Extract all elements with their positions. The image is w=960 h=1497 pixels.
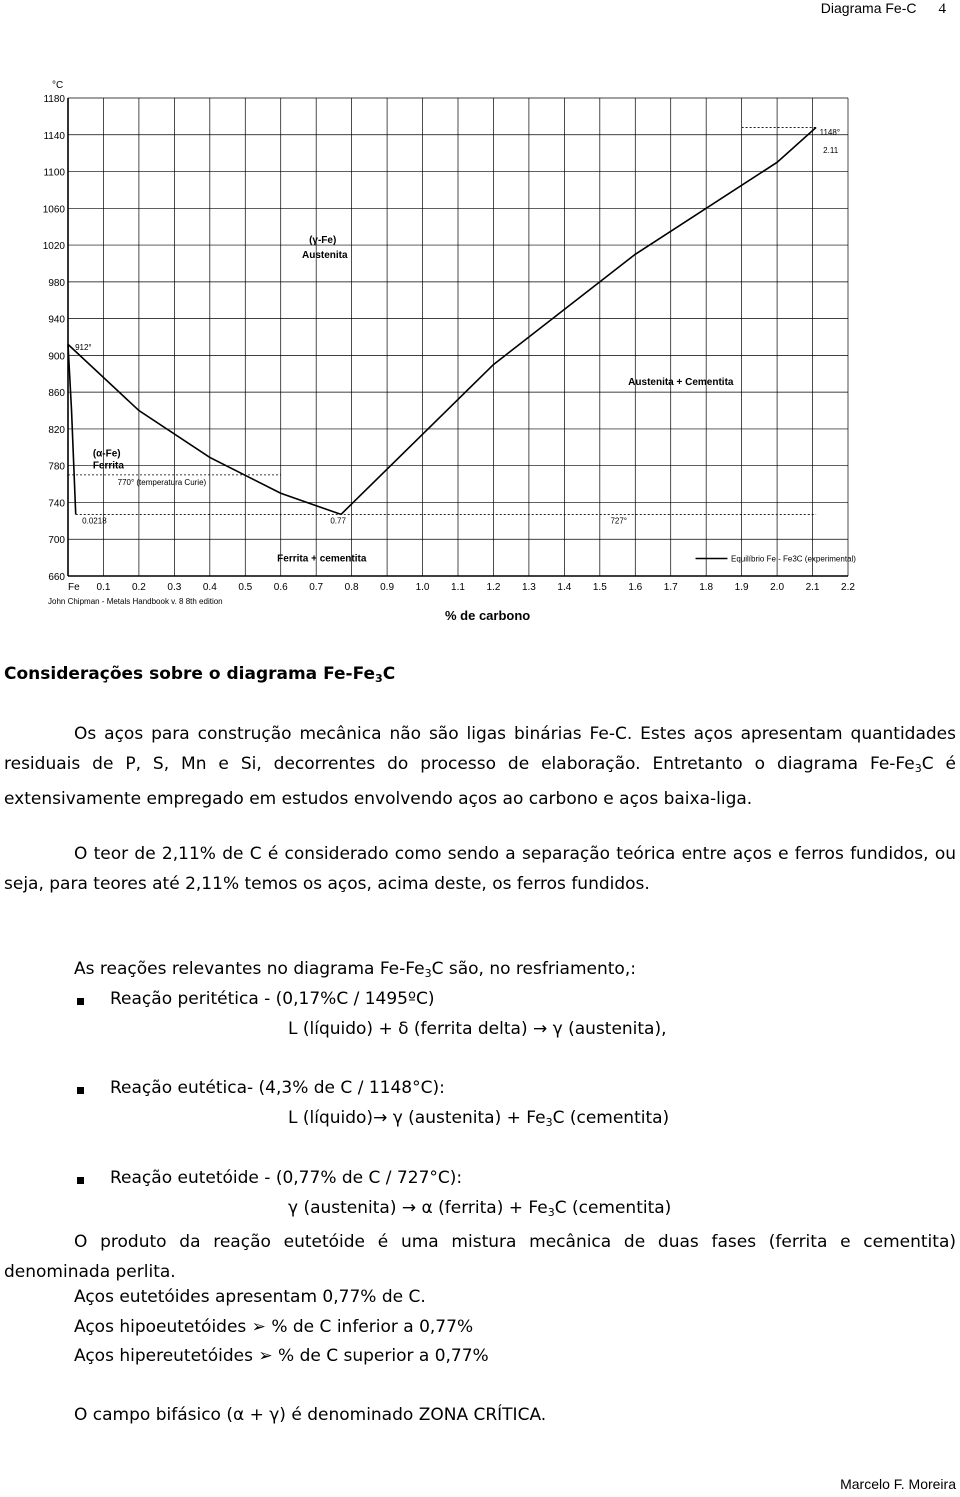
- p1-text: Os aços para construção mecânica não são ligas binárias Fe-C. Estes aços apresentam quantidades residuais de P, S, Mn e Si, decorrentes do processo de elaboração. Entretanto o diagrama Fe-Fe: [4, 724, 956, 774]
- x-tick-label: 1.6: [628, 582, 643, 593]
- header-title: Diagrama Fe-C: [820, 0, 917, 16]
- reaction-eutectic-equation: [288, 1108, 669, 1129]
- y-tick-label: 780: [48, 461, 65, 473]
- page-number: 4: [938, 1, 946, 17]
- annotation-ferr_cem: Ferrita + cementita: [277, 553, 367, 565]
- annotation-ferrita_a: (α-Fe): [92, 448, 121, 460]
- x-tick-label: 2.0: [770, 582, 785, 593]
- annotation-p077: 0.77: [330, 516, 346, 526]
- chart-grid: [68, 98, 848, 576]
- x-tick-label: 1.9: [734, 582, 749, 593]
- y-axis-unit: °C: [52, 80, 64, 91]
- y-tick-label: 940: [48, 314, 65, 326]
- annotation-curie: 770° (temperatura Curie): [117, 477, 207, 487]
- x-tick-label: 0.5: [238, 582, 253, 593]
- annotation-p211: 2.11: [823, 146, 839, 156]
- annotation-p0218: 0.0218: [82, 516, 107, 526]
- bullet-icon: [77, 1087, 84, 1094]
- x-tick-label: 1.0: [415, 582, 430, 593]
- chart-annotations: [48, 128, 856, 606]
- y-tick-label: 700: [48, 535, 65, 547]
- p3-text-end: C são, no resfriamento,:: [431, 959, 636, 979]
- section-title: [4, 664, 395, 685]
- paragraph-1: [4, 719, 956, 814]
- footer-author: Marcelo F. Moreira: [840, 1476, 956, 1492]
- y-tick-label: 820: [48, 424, 65, 436]
- x-tick-label: 1.3: [521, 582, 536, 593]
- subscript: 3: [375, 672, 383, 685]
- reaction-eutectic-title: Reação eutética- (4,3% de C / 1148°C):: [110, 1078, 445, 1098]
- chart-source: John Chipman - Metals Handbook v. 8 8th edition: [48, 597, 223, 606]
- paragraph-perlite: O produto da reação eutetóide é uma mistura mecânica de duas fases (ferrita e cementita) denominada perlita.: [4, 1232, 956, 1282]
- annotation-austenita_a: (γ-Fe): [309, 235, 337, 247]
- fe-c-phase-diagram: [30, 72, 890, 632]
- x-tick-label: 2.2: [841, 582, 855, 593]
- hypoeutectoid-line: Aços hipoeutetóides ➢ % de C inferior a 0,77%: [74, 1317, 474, 1337]
- reaction-peritectic-title: Reação peritética - (0,17%C / 1495ºC): [110, 989, 435, 1009]
- x-tick-label: 0.8: [344, 582, 359, 593]
- y-tick-label: 740: [48, 498, 65, 510]
- eutectoid-steel-line: Aços eutetóides apresentam 0,77% de C.: [74, 1287, 426, 1307]
- annotation-p727: 727°: [610, 516, 628, 526]
- x-tick-labels: [68, 582, 855, 593]
- hypereutectoid-line: Aços hipereutetóides ➢ % de C superior a 0,77%: [74, 1346, 489, 1366]
- bullet-icon: [77, 998, 84, 1005]
- page-header: [821, 0, 946, 18]
- y-tick-label: 860: [48, 388, 65, 400]
- y-tick-label: 1020: [42, 241, 65, 253]
- x-tick-label: 0.1: [96, 582, 111, 593]
- y-tick-label: 1180: [43, 94, 65, 105]
- x-tick-label: 1.1: [451, 582, 465, 593]
- critical-zone-line: O campo bifásico (α + γ) é denominado ZONA CRÍTICA.: [74, 1405, 547, 1425]
- x-tick-label: 0.7: [309, 582, 324, 593]
- y-tick-label: 980: [48, 277, 65, 289]
- subscript: 3: [424, 967, 432, 980]
- x-tick-label: 2.1: [805, 582, 820, 593]
- p3-text: As reações relevantes no diagrama Fe-Fe: [74, 959, 425, 979]
- x-tick-label: 0.3: [167, 582, 182, 593]
- x-tick-label: 1.8: [699, 582, 714, 593]
- annotation-austenita_b: Austenita: [302, 249, 348, 261]
- eq-text-end: C (cementita): [554, 1198, 672, 1218]
- annotation-p912: 912°: [75, 342, 92, 352]
- y-tick-label: 660: [48, 572, 65, 583]
- reaction-eutectoid-equation: [288, 1198, 671, 1219]
- reaction-peritectic-equation: L (líquido) + δ (ferrita delta) → γ (austenita),: [288, 1019, 667, 1039]
- section-title-text: Considerações sobre o diagrama Fe-Fe: [4, 664, 376, 684]
- phase-boundary-line: [68, 344, 76, 514]
- y-tick-label: 1140: [43, 130, 65, 142]
- x-tick-label: 1.7: [663, 582, 678, 593]
- subscript: 3: [547, 1206, 555, 1219]
- x-tick-label: 0.9: [380, 582, 395, 593]
- x-axis-label: % de carbono: [445, 608, 531, 623]
- phase-boundary-line: [341, 127, 816, 514]
- subscript: 3: [545, 1116, 553, 1129]
- annotation-p1148: 1148°: [819, 127, 841, 137]
- bullet-icon: [77, 1177, 84, 1184]
- p1-text-end: C é extensivamente empregado em estudos envolvendo aços ao carbono e aços baixa-liga.: [4, 754, 956, 809]
- eq-text-end: C (cementita): [552, 1108, 670, 1128]
- annotation-ferrita_b: Ferrita: [92, 460, 124, 472]
- phase-boundaries: [68, 127, 816, 514]
- eq-text: L (líquido)→ γ (austenita) + Fe: [288, 1108, 546, 1128]
- annotation-aust_cem: Austenita + Cementita: [628, 376, 734, 388]
- x-tick-label: 0.2: [131, 582, 146, 593]
- x-tick-label: 1.4: [557, 582, 572, 593]
- x-tick-label: Fe: [68, 582, 80, 593]
- y-tick-label: 1100: [43, 167, 65, 179]
- paragraph-2: O teor de 2,11% de C é considerado como sendo a separação teórica entre aços e ferros fundidos, ou seja, para teores até 2,11% temos os aços, acima deste, os ferros fundidos.: [4, 844, 956, 894]
- x-tick-label: 1.5: [592, 582, 607, 593]
- phase-boundary-line: [68, 344, 341, 514]
- section-title-text-end: C: [382, 664, 396, 684]
- y-tick-label: 1060: [42, 204, 65, 216]
- reactions-intro: [74, 959, 636, 980]
- annotation-legend: Equilíbrio Fe - Fe3C (experimental): [731, 554, 856, 564]
- eq-text: γ (austenita) → α (ferrita) + Fe: [288, 1198, 548, 1218]
- subscript: 3: [914, 762, 922, 775]
- y-tick-label: 900: [48, 351, 65, 363]
- reaction-eutectoid-title: Reação eutetóide - (0,77% de C / 727°C):: [110, 1168, 463, 1188]
- x-tick-label: 0.4: [202, 582, 217, 593]
- x-tick-label: 0.6: [273, 582, 288, 593]
- y-tick-labels: [43, 94, 66, 583]
- x-tick-label: 1.2: [486, 582, 501, 593]
